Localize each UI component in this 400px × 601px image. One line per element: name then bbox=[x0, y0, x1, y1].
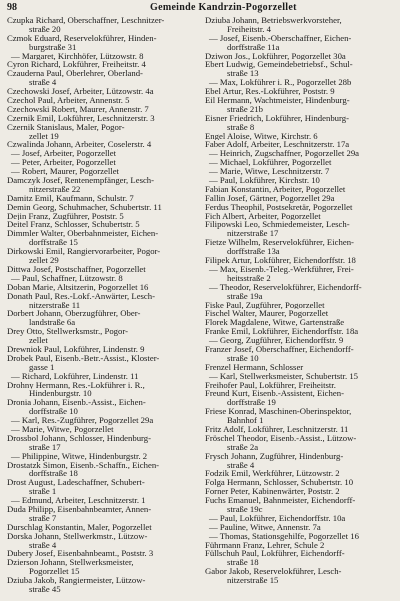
directory-entry bbox=[7, 158, 200, 167]
directory-entry bbox=[7, 105, 200, 114]
directory-entry bbox=[7, 523, 200, 532]
directory-entry bbox=[205, 203, 397, 212]
directory-entry bbox=[7, 576, 200, 594]
entry-continuation-line: straße 20 bbox=[29, 24, 61, 34]
directory-entry bbox=[205, 220, 397, 238]
directory-entry bbox=[205, 52, 397, 61]
entry-line: Doban Marie, Altsitzerin, Pogorzellet 16 bbox=[7, 282, 149, 292]
entry-line: — Karl, Res.-Zugführer, Pogorzellet 29a bbox=[11, 416, 154, 425]
entry-line: — Paul, Lokführer, Kirchstr. 10 bbox=[209, 176, 320, 185]
directory-entry bbox=[7, 496, 200, 505]
entry-continuation-line: straße 4 bbox=[29, 78, 57, 88]
entry-line: Damczyk Josef, Rentenempfänger, Lesch- bbox=[7, 176, 155, 185]
entry-line: Dziwon Jos., Lokführer, Pogorzellet 30a bbox=[205, 51, 346, 61]
directory-entry bbox=[7, 478, 200, 496]
entry-line: Franzer Josef, Oberschaffner, Eichendorff- bbox=[205, 344, 354, 354]
entry-line: Dziuba Johann, Betriebswerkvorsteher, bbox=[205, 16, 342, 25]
entry-line: Freund Kurt, Eisenb.-Assistent, Eichen- bbox=[205, 389, 344, 399]
directory-entry bbox=[205, 149, 397, 158]
directory-entry bbox=[205, 541, 397, 550]
directory-entry bbox=[205, 140, 397, 149]
entry-continuation-line: dorffstraße 15 bbox=[29, 238, 78, 248]
entry-line: — Max, Eisenb.-Teleg.-Werkführer, Frei- bbox=[209, 264, 354, 274]
entry-line: — Paul, Lokführer, Eichendorffstr. 10a bbox=[209, 513, 346, 523]
entry-continuation-line: heitsstraße 2 bbox=[227, 273, 271, 283]
directory-entry bbox=[205, 238, 397, 256]
entry-continuation-line: dorffstraße 19 bbox=[227, 398, 276, 408]
directory-entry bbox=[7, 167, 200, 176]
entry-line: Friese Konrad, Maschinen-Oberinspektor, bbox=[205, 407, 352, 417]
entry-continuation-line: straße 19c bbox=[227, 504, 263, 514]
entry-line: Ebert Ludwig, Gemeindebetriebsf., Schul- bbox=[205, 60, 353, 70]
directory-entry bbox=[205, 469, 397, 478]
entry-line: Filipowski Leo, Schmiedemeister, Lesch- bbox=[205, 220, 350, 230]
directory-entry bbox=[7, 140, 200, 149]
directory-entry bbox=[205, 478, 397, 487]
entry-line: Dubery Josef, Eisenbahnbeamt., Poststr. 3 bbox=[7, 549, 154, 559]
entry-continuation-line: straße 7 bbox=[29, 513, 57, 523]
directory-entry bbox=[7, 452, 200, 461]
entry-line: Dronia Johann, Eisenb.-Assist., Eichen- bbox=[7, 398, 146, 408]
directory-entry bbox=[7, 194, 200, 203]
directory-entry bbox=[205, 301, 397, 310]
directory-entry bbox=[7, 87, 200, 96]
directory-entry bbox=[205, 114, 397, 132]
entry-line: Durschlag Konstantin, Maler, Pogorzellet bbox=[7, 522, 152, 532]
entry-line: — Marie, Witwe, Leschnitzerstr. 7 bbox=[209, 167, 330, 177]
directory-entry bbox=[7, 212, 200, 221]
directory-column-right bbox=[205, 16, 397, 585]
directory-entry bbox=[205, 309, 397, 318]
directory-entry bbox=[7, 416, 200, 425]
entry-continuation-line: straße 45 bbox=[29, 585, 61, 594]
entry-line: — Max, Lokführer i. R., Pogorzellet 28b bbox=[209, 78, 352, 88]
entry-line: Freihofer Paul, Lokführer, Freiheitstr. bbox=[205, 380, 336, 390]
directory-entry bbox=[205, 167, 397, 176]
directory-entry bbox=[7, 247, 200, 265]
entry-continuation-line: straße 2a bbox=[227, 442, 259, 452]
entry-line: Drey Otto, Stellwerksmstr., Pogor- bbox=[7, 327, 128, 337]
directory-entry bbox=[205, 372, 397, 381]
entry-line: Dimmler Walter, Oberbahnmeister, Eichen- bbox=[7, 229, 159, 239]
directory-entry bbox=[7, 345, 200, 354]
entry-line: — Thomas, Stationsgehilfe, Pogorzellet 16 bbox=[209, 531, 359, 541]
entry-continuation-line: straße 4 bbox=[227, 460, 255, 470]
entry-continuation-line: straße 4 bbox=[29, 540, 57, 550]
entry-line: Dejin Franz, Zugführer, Poststr. 5 bbox=[7, 211, 124, 221]
entry-continuation-line: nitzerstraße 22 bbox=[29, 184, 81, 194]
directory-entry bbox=[205, 87, 397, 96]
entry-line: — Margaret, Kirchhöfer, Lützowstr. 8 bbox=[11, 51, 144, 61]
entry-continuation-line: nitzerstraße 17 bbox=[227, 229, 279, 239]
entry-line: Fuchs Emanuel, Bahnmeister, Eichendorff- bbox=[205, 496, 356, 505]
entry-line: — Robert, Maurer, Pogorzellet bbox=[11, 167, 119, 177]
entry-line: Czwalinda Johann, Arbeiter, Coselerstr. 4 bbox=[7, 140, 152, 150]
entry-line: Czmok Eduard, Reservelokführer, Hinden- bbox=[7, 33, 157, 43]
directory-entry bbox=[205, 212, 397, 221]
directory-entry bbox=[7, 123, 200, 141]
directory-entry bbox=[7, 60, 200, 69]
entry-line: Fiske Paul, Zugführer, Pogorzellet bbox=[205, 300, 325, 310]
directory-entry bbox=[7, 354, 200, 372]
entry-line: — Marie, Witwe, Pogorzellet bbox=[11, 424, 114, 434]
directory-entry bbox=[7, 203, 200, 212]
directory-entry bbox=[7, 69, 200, 87]
directory-entry bbox=[205, 434, 397, 452]
entry-line: Dittwa Josef, Postschaffner, Pogorzellet bbox=[7, 264, 146, 274]
entry-line: Demin Georg, Schuhmacher, Schubertstr. 11 bbox=[7, 202, 162, 212]
entry-line: Faber Adolf, Arbeiter, Leschnitzerstr. 17a bbox=[205, 140, 350, 150]
directory-entry bbox=[205, 283, 397, 301]
directory-entry bbox=[7, 220, 200, 229]
directory-entry bbox=[7, 265, 200, 274]
directory-entry bbox=[205, 194, 397, 203]
entry-line: Eisner Friedrich, Lokführer, Hindenburg- bbox=[205, 113, 350, 123]
directory-entry bbox=[7, 425, 200, 434]
entry-continuation-line: Freiheitstr. 4 bbox=[227, 24, 271, 34]
entry-line: — Richard, Lokführer, Lindenstr. 11 bbox=[11, 371, 139, 381]
entry-line: Damitz Emil, Kaufmann, Schulstr. 7 bbox=[7, 193, 134, 203]
entry-continuation-line: dorffstraße 10 bbox=[29, 407, 78, 417]
directory-entry bbox=[7, 34, 200, 52]
directory-entry bbox=[205, 514, 397, 523]
entry-line: Czechowski Robert, Maurer, Annenstr. 7 bbox=[7, 104, 149, 114]
directory-entry bbox=[7, 96, 200, 105]
entry-line: Frenzel Hermann, Schlosser bbox=[205, 362, 304, 372]
entry-line: Dorbert Johann, Oberzugführer, Ober- bbox=[7, 309, 141, 319]
entry-continuation-line: burgstraße 31 bbox=[29, 42, 77, 52]
directory-entry bbox=[7, 229, 200, 247]
directory-entry bbox=[7, 274, 200, 283]
entry-continuation-line: nitzerstraße 11 bbox=[29, 300, 81, 310]
directory-entry bbox=[7, 434, 200, 452]
directory-entry bbox=[7, 16, 200, 34]
entry-line: Drewniok Paul, Lokführer, Lindenstr. 9 bbox=[7, 344, 145, 354]
directory-entry bbox=[205, 407, 397, 425]
entry-line: Dzierson Johann, Stellwerksmeister, bbox=[7, 558, 134, 568]
directory-entry bbox=[205, 532, 397, 541]
entry-line: Florek Magdalene, Witwe, Gartenstraße bbox=[205, 318, 345, 328]
entry-continuation-line: landstraße 6a bbox=[29, 318, 76, 328]
entry-continuation-line: Hindenburgstr. 10 bbox=[29, 389, 92, 399]
entry-line: — Michael, Lokführer, Pogorzellet bbox=[209, 158, 332, 168]
directory-entry bbox=[7, 309, 200, 327]
entry-line: Füllschuh Paul, Lokführer, Eichendorff- bbox=[205, 549, 345, 559]
directory-entry bbox=[7, 505, 200, 523]
entry-line: Czernik Emil, Lokführer, Leschnitzerstr. 3 bbox=[7, 113, 155, 123]
directory-entry bbox=[7, 292, 200, 310]
directory-entry bbox=[7, 532, 200, 550]
directory-entry bbox=[205, 176, 397, 185]
entry-line: Fallin Josef, Gärtner, Pogorzellet 29a bbox=[205, 193, 335, 203]
entry-line: Donath Paul, Res.-Lokf.-Anwärter, Lesch- bbox=[7, 291, 156, 301]
directory-entry bbox=[7, 114, 200, 123]
running-head: Gemeinde Kandrzin-Pogorzellet bbox=[150, 2, 297, 13]
directory-entry bbox=[205, 567, 397, 585]
directory-entry bbox=[205, 256, 397, 265]
entry-line: Drobek Paul, Eisenb.-Betr.-Assist., Kloster- bbox=[7, 353, 160, 363]
entry-continuation-line: zellet 19 bbox=[29, 131, 59, 141]
entry-line: — Heinrich, Zugschaffner, Pogorzellet 29a bbox=[209, 149, 360, 159]
entry-line: Fietze Wilhelm, Reservelokführer, Eichen- bbox=[205, 238, 354, 248]
entry-continuation-line: Pogorzellet 15 bbox=[29, 567, 80, 577]
directory-entry bbox=[7, 398, 200, 416]
entry-continuation-line: Bahnhof 1 bbox=[227, 416, 264, 425]
entry-continuation-line: straße 17 bbox=[29, 442, 61, 452]
entry-line: Gabor Jakob, Reservelokführer, Lesch- bbox=[205, 567, 342, 577]
entry-line: Czauderna Paul, Oberlehrer, Oberland- bbox=[7, 69, 143, 79]
directory-entry bbox=[205, 16, 397, 34]
entry-line: Deitel Franz, Schlosser, Schubertstr. 5 bbox=[7, 220, 140, 230]
entry-continuation-line: gasse 1 bbox=[29, 362, 55, 372]
entry-line: — Paul, Schaffner, Lützowstr. 8 bbox=[11, 273, 123, 283]
entry-line: Fröschel Theodor, Eisenb.-Assist., Lützow- bbox=[205, 433, 357, 443]
entry-line: Führmann Franz, Lehrer, Schule 2 bbox=[205, 540, 325, 550]
entry-line: Fritz Adolf, Lokführer, Leschnitzerstr. 11 bbox=[205, 424, 349, 434]
directory-column-left bbox=[7, 16, 200, 594]
directory-entry bbox=[7, 149, 200, 158]
entry-line: Engel Aloise, Witwe, Kirchstr. 6 bbox=[205, 131, 318, 141]
entry-line: Ebel Artur, Res.-Lokführer, Poststr. 9 bbox=[205, 87, 335, 97]
entry-continuation-line: nitzerstraße 15 bbox=[227, 576, 279, 585]
directory-entry bbox=[205, 389, 397, 407]
directory-entry bbox=[205, 78, 397, 87]
entry-line: Drossbol Johann, Schlosser, Hindenburg- bbox=[7, 433, 152, 443]
directory-entry bbox=[7, 461, 200, 479]
directory-entry bbox=[7, 283, 200, 292]
entry-line: Drost August, Ladeschaffner, Schubert- bbox=[7, 478, 145, 488]
page-number: 98 bbox=[7, 2, 17, 13]
directory-entry bbox=[7, 176, 200, 194]
directory-entry bbox=[205, 318, 397, 327]
directory-entry bbox=[205, 549, 397, 567]
directory-entry bbox=[205, 523, 397, 532]
entry-line: — Philippine, Witwe, Hindenburgstr. 2 bbox=[11, 451, 148, 461]
entry-continuation-line: straße 18 bbox=[227, 558, 259, 568]
entry-line: Fodzik Emil, Werkführer, Lützowstr. 2 bbox=[205, 469, 340, 479]
entry-line: Fich Albert, Arbeiter, Pogorzellet bbox=[205, 211, 321, 221]
entry-line: — Peter, Arbeiter, Pogorzellet bbox=[11, 158, 116, 168]
entry-line: Eil Hermann, Wachtmeister, Hindenburg- bbox=[205, 96, 350, 105]
entry-continuation-line: straße 10 bbox=[227, 353, 259, 363]
entry-line: Dorska Johann, Stellwerkmstr., Lützow- bbox=[7, 531, 148, 541]
entry-line: Fischel Walter, Maurer, Pogorzellet bbox=[205, 309, 329, 319]
directory-entry bbox=[205, 425, 397, 434]
directory-entry bbox=[7, 381, 200, 399]
directory-entry bbox=[205, 487, 397, 496]
directory-entry bbox=[7, 372, 200, 381]
entry-continuation-line: straße 19a bbox=[227, 291, 263, 301]
directory-entry bbox=[205, 158, 397, 167]
directory-entry bbox=[205, 381, 397, 390]
entry-line: Filipek Artur, Lokführer, Eichendorffstr. 18 bbox=[205, 256, 356, 265]
entry-continuation-line: straße 1 bbox=[29, 487, 57, 497]
entry-line: — Josef, Arbeiter, Pogorzellet bbox=[11, 149, 117, 159]
entry-line: Folga Hermann, Schlosser, Schubertstr. 10 bbox=[205, 478, 354, 488]
directory-entry bbox=[205, 96, 397, 114]
entry-line: Czernik Stanislaus, Maler, Pogor- bbox=[7, 122, 125, 132]
entry-continuation-line: dorffstraße 11a bbox=[227, 42, 280, 52]
directory-entry bbox=[205, 345, 397, 363]
entry-continuation-line: zellet 29 bbox=[29, 256, 59, 265]
entry-line: Drohny Hermann, Res.-Lokführer i. R., bbox=[7, 380, 145, 390]
entry-line: Ferdus Theophil, Postsekretär, Pogorzellet bbox=[205, 202, 353, 212]
entry-continuation-line: zellet bbox=[29, 336, 48, 345]
entry-line: Dirkowski Emil, Rangiervorarbeiter, Pogor- bbox=[7, 247, 161, 257]
entry-line: Forner Peter, Kabinenwärter, Poststr. 2 bbox=[205, 487, 340, 497]
directory-entry bbox=[205, 496, 397, 514]
entry-line: Drostatzk Simon, Eisenb.-Schaffn., Eichen- bbox=[7, 460, 160, 470]
entry-line: Fabian Konstantin, Arbeiter, Pogorzellet bbox=[205, 184, 346, 194]
entry-continuation-line: straße 8 bbox=[227, 122, 255, 132]
directory-entry bbox=[7, 327, 200, 345]
directory-entry bbox=[205, 452, 397, 470]
entry-line: — Karl, Stellwerksmeister, Schubertstr. 15 bbox=[209, 371, 359, 381]
entry-line: Dziuba Jakob, Rangiermeister, Lützow- bbox=[7, 576, 146, 585]
directory-entry bbox=[205, 34, 397, 52]
entry-line: Czechol Paul, Arbeiter, Annenstr. 5 bbox=[7, 96, 130, 105]
entry-line: — Georg, Zugführer, Eichendorffstr. 9 bbox=[209, 336, 344, 345]
directory-entry bbox=[205, 363, 397, 372]
entry-line: — Pauline, Witwe, Annenstr. 7a bbox=[209, 522, 321, 532]
entry-continuation-line: dorffstraße 13a bbox=[227, 247, 280, 257]
directory-entry bbox=[205, 265, 397, 283]
entry-line: Frysch Johann, Zugführer, Hindenburg- bbox=[205, 451, 344, 461]
directory-entry bbox=[7, 549, 200, 558]
entry-line: Cyron Richard, Lokführer, Freiheitstr. 4 bbox=[7, 60, 146, 70]
directory-entry bbox=[205, 336, 397, 345]
entry-line: Czechowski Josef, Arbeiter, Lützowstr. 4a bbox=[7, 87, 154, 97]
directory-entry bbox=[205, 327, 397, 336]
entry-continuation-line: dorffstraße 18 bbox=[29, 469, 78, 479]
entry-line: Franke Emil, Lokführer, Eichendorffstr. 18a bbox=[205, 327, 359, 337]
entry-line: — Theodor, Reservelokführer, Eichendorff- bbox=[209, 282, 362, 292]
entry-line: Duda Philipp, Eisenbahnbeamter, Annen- bbox=[7, 504, 152, 514]
entry-continuation-line: straße 13 bbox=[227, 69, 259, 79]
directory-entry bbox=[7, 52, 200, 61]
directory-entry bbox=[205, 132, 397, 141]
directory-entry bbox=[205, 185, 397, 194]
entry-line: — Edmund, Arbeiter, Leschnitzerstr. 1 bbox=[11, 496, 146, 505]
entry-line: Czupka Richard, Oberschaffner, Leschnitzer- bbox=[7, 16, 165, 25]
entry-continuation-line: straße 21b bbox=[227, 104, 263, 114]
entry-line: — Josef, Eisenb.-Oberschaffner, Eichen- bbox=[209, 33, 352, 43]
directory-entry bbox=[7, 558, 200, 576]
directory-entry bbox=[205, 60, 397, 78]
